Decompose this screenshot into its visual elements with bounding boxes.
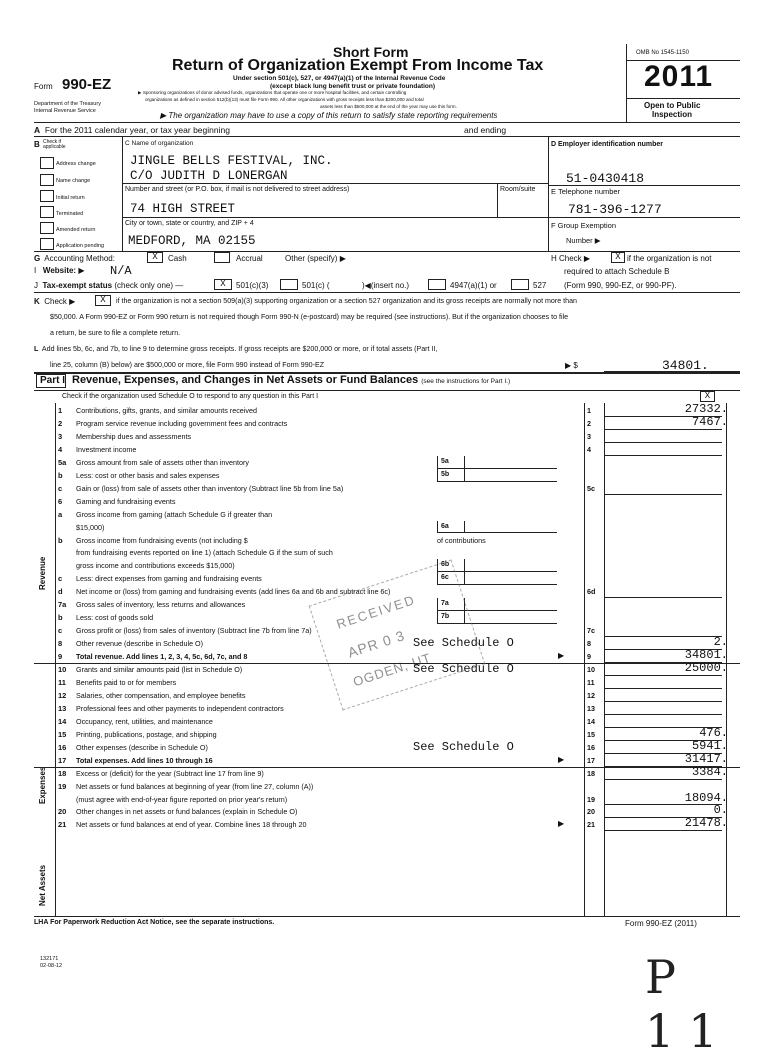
line-description: Salaries, other compensation, and employee benefits [76, 690, 246, 700]
amount-field[interactable] [604, 546, 722, 559]
section-l-line-2: line 25, column (B) below) are $500,000 or more, file Form 990 instead of Form 990-EZ [50, 361, 325, 369]
total-arrow-icon: ▶ [558, 651, 565, 661]
line-description: Gross sales of inventory, less returns and allowances [76, 600, 246, 610]
amount-line-number: 3 [587, 431, 591, 441]
form-title-short: Short Form [333, 44, 409, 60]
form-subtitle-2: (except black lung benefit trust or private foundation) [270, 83, 436, 90]
sub-line-label: 5b [441, 470, 450, 478]
sub-line-label: 7b [441, 613, 450, 621]
section-k-check: K Check ▶ [34, 297, 76, 306]
table-row [34, 702, 740, 715]
amount-line-number: 21 [587, 820, 595, 830]
table-row [34, 559, 740, 572]
section-j-letter: J [34, 281, 38, 290]
amount-line-number: 15 [587, 729, 595, 739]
amount-line-number: 18 [587, 768, 595, 778]
line-description: Membership dues and assessments [76, 431, 192, 441]
amount-field[interactable] [604, 456, 722, 469]
amount-line-number: 6d [587, 587, 596, 597]
revenue-side-label: Revenue [38, 556, 47, 590]
gross-receipts-dollar: ▶ $ [565, 361, 578, 370]
table-row [34, 725, 740, 741]
amount-value: 27332. [684, 402, 728, 416]
amount-field[interactable] [604, 508, 722, 521]
line-description: Benefits paid to or for members [76, 677, 177, 687]
amount-field[interactable] [604, 661, 728, 676]
line-description: Grants and similar amounts paid (list in Schedule O) [76, 665, 243, 674]
header-divider [626, 44, 627, 122]
line-number: c [58, 626, 63, 636]
amount-value: 21478. [684, 816, 728, 831]
cash-label: Cash [168, 254, 187, 263]
amount-field[interactable] [604, 495, 722, 508]
table-row [34, 805, 740, 818]
amended-return-checkbox[interactable] [40, 222, 54, 234]
tax-exempt-status [34, 281, 183, 290]
total-arrow-icon: ▶ [558, 819, 565, 829]
amount-value: 7467. [691, 414, 728, 429]
line-number: 16 [58, 742, 67, 752]
cash-checkbox[interactable]: X [147, 252, 163, 263]
and-ending-label: and ending [464, 125, 507, 135]
name-change-checkbox[interactable] [40, 174, 54, 186]
line-description: from fundraising events reported on line 1) (attach Schedule G if the sum of such [76, 548, 333, 558]
section-a-text: For the 2011 calendar year, or tax year beginning [44, 125, 230, 135]
application-pending-checkbox[interactable] [40, 238, 54, 250]
section-a [34, 125, 230, 135]
sponsor-note-2: organizations as defined in section 512(b)(13) must file Form 990. All other organizations with gross receipts less than $200,000 and total [145, 97, 424, 102]
amount-field[interactable] [604, 624, 722, 637]
amount-field[interactable] [604, 598, 722, 611]
accounting-method-label: Accounting Method: [44, 254, 115, 263]
line-number: 21 [58, 820, 67, 830]
sub-line-label: 7a [441, 600, 449, 608]
gross-receipts-amount: 34801. [662, 358, 709, 373]
sub-line-box[interactable] [437, 469, 557, 482]
line-description: Less: direct expenses from gaming and fundraising events [76, 574, 262, 584]
street-city-rule [122, 217, 548, 218]
section-l-letter: L [34, 345, 39, 353]
sub-line-label: 5a [441, 457, 449, 465]
stamp-received: RECEIVED [334, 591, 418, 632]
handwritten-page-note: P 11 [645, 950, 732, 1058]
part-1-title-text: Revenue, Expenses, and Changes in Net Assets or Fund Balances [72, 374, 419, 386]
address-change-label: Address change [56, 161, 96, 167]
amount-line-number: 19 [587, 794, 595, 804]
amount-line-number: 20 [587, 807, 595, 817]
amount-value: 3384. [691, 764, 728, 779]
amount-field[interactable] [604, 469, 722, 482]
amount-line-number: 9 [587, 652, 591, 662]
status-527-checkbox[interactable] [511, 279, 529, 290]
amount-line-number: 5c [587, 483, 595, 493]
section-k-line-2: $50,000. A Form 990-EZ or Form 990 return is not required though Form 990-N (e-postcard) may be required (see instructions). But if the organization chooses to file [50, 313, 569, 321]
section-k-checkbox[interactable]: X [95, 295, 111, 306]
table-row [34, 790, 740, 806]
schedule-o-check-line: Check if the organization used Schedule O to respond to any question in this Part I [62, 393, 319, 400]
section-k-line-1: if the organization is not a section 509(a)(3) supporting organization or a section 527 organization and its gross receipts are normally not more than [116, 297, 577, 305]
form-subtitle-1: Under section 501(c), 527, or 4947(a)(1) of the Internal Revenue Code [233, 75, 446, 82]
org-name-line-1: JINGLE BELLS FESTIVAL, INC. [130, 154, 333, 168]
sponsor-note-1: ▶ Sponsoring organizations of donor advised funds, organizations that operate one or more hospital facilities, and certain controlling [138, 90, 407, 95]
copy-note: ▶ The organization may have to use a copy of this return to satisfy state reporting requirements [160, 111, 498, 120]
other-method-label: Other (specify) [285, 254, 338, 263]
tax-exempt-label: Tax-exempt status [42, 281, 113, 290]
status-501c-label: 501(c) ( [302, 281, 330, 290]
line-number: 1 [58, 406, 63, 415]
section-c-bottom-rule [34, 251, 740, 252]
street-address: 74 HIGH STREET [130, 202, 236, 216]
section-l-line-1 [34, 345, 437, 353]
line-description: Gross income from fundraising events (not including $ [76, 535, 248, 545]
phone-label: E Telephone number [551, 187, 621, 196]
footer-rule [34, 916, 740, 917]
status-501c3-checkbox[interactable]: X [214, 279, 232, 290]
table-row [34, 482, 740, 495]
amount-field[interactable] [604, 521, 722, 534]
line-number: b [58, 613, 63, 623]
line-description: Net income or (loss) from gaming and fundraising events (add lines 6a and 6b and subtract line 6c) [76, 587, 391, 597]
website-row: I Website: ▶ [34, 266, 85, 275]
line-number: a [58, 509, 63, 519]
ein-label: D Employer identification number [551, 141, 664, 148]
line-number: 7a [58, 600, 67, 610]
section-k-check-label: Check [44, 297, 67, 306]
line-description: Less: cost of goods sold [76, 613, 154, 623]
website-value: N/A [110, 264, 132, 278]
schedule-b-checkbox[interactable]: X [611, 252, 625, 263]
schedule-b-check: H Check ▶ [551, 254, 591, 263]
table-row [34, 738, 740, 754]
paperwork-notice: LHA For Paperwork Reduction Act Notice, see the separate instructions. [34, 919, 275, 926]
sub-line-box[interactable] [437, 521, 557, 534]
amount-field[interactable] [604, 414, 728, 430]
table-row [34, 751, 740, 767]
table-row [34, 780, 740, 793]
table-row [34, 443, 740, 456]
status-4947-checkbox[interactable] [428, 279, 446, 290]
section-a-letter: A [34, 125, 41, 135]
sub-line-divider [464, 572, 465, 585]
amount-value: 18094. [684, 790, 728, 805]
amount-field[interactable] [604, 764, 728, 780]
amount-line-number: 13 [587, 703, 595, 713]
line-description: Total revenue. Add lines 1, 2, 3, 4, 5c, 6d, 7c, and 8 [76, 652, 248, 662]
line-description: Net assets or fund balances at beginning of year (from line 27, column (A)) [76, 781, 314, 791]
line-number: 18 [58, 768, 67, 778]
tax-exempt-hint: (check only one) — [114, 281, 184, 290]
sponsor-note-3: assets less than $500,000 at the end of the year may use this form. [320, 104, 457, 109]
terminated-checkbox[interactable] [40, 206, 54, 218]
part-1-title [72, 374, 510, 386]
phone-value: 781-396-1277 [568, 202, 662, 217]
amount-field[interactable] [604, 443, 722, 456]
sub-line-label: 6c [441, 574, 449, 582]
line-description: Professional fees and other payments to independent contractors [76, 703, 284, 713]
line-description: Contributions, gifts, grants, and similar amounts received [76, 406, 257, 415]
line-description-suffix: of contributions [437, 535, 486, 545]
year-rule [626, 98, 740, 99]
amount-field[interactable] [604, 559, 722, 572]
total-arrow-icon: ▶ [558, 754, 565, 764]
amount-line-number: 7c [587, 626, 595, 636]
table-row [34, 456, 740, 469]
ein-rule [548, 185, 740, 186]
sub-line-label: 6b [441, 561, 450, 569]
group-exemption-label: F Group Exemption [551, 221, 617, 230]
line-number: b [58, 535, 63, 545]
sub-line-divider [464, 469, 465, 482]
header-bottom-rule [34, 122, 740, 123]
line-description: Investment income [76, 444, 137, 454]
line-description: Gross profit or (loss) from sales of inventory (Subtract line 7b from line 7a) [76, 626, 312, 636]
city-label: City or town, state or country, and ZIP + 4 [125, 220, 254, 227]
amount-line-number: 2 [587, 418, 591, 428]
form-code-2: 02-08-12 [40, 963, 63, 969]
table-row [34, 414, 740, 430]
table-row [34, 715, 740, 728]
line-description: gross income and contributions exceeds $15,000) [76, 561, 235, 571]
form-reference: Form 990-EZ (2011) [625, 919, 697, 928]
room-divider [497, 183, 498, 217]
line-description: Gain or (loss) from sale of assets other than inventory (Subtract line 5b from line 5a) [76, 483, 344, 493]
irs-label: Internal Revenue Service [34, 108, 96, 114]
initial-return-checkbox[interactable] [40, 190, 54, 202]
schedule-b-check-label: H Check [551, 254, 582, 263]
section-g-letter: G [34, 254, 41, 263]
street-label: Number and street (or P.O. box, if mail is not delivered to street address) [125, 186, 350, 193]
line-description: Gross income from gaming (attach Schedule G if greater than [76, 509, 273, 519]
initial-return-label: Initial return [56, 195, 85, 201]
line-number: c [58, 483, 63, 493]
amount-field[interactable] [604, 430, 722, 443]
org-name-label: C Name of organization [125, 140, 194, 147]
amount-line-number: 17 [587, 755, 595, 765]
table-row [34, 495, 740, 508]
status-501c3-label: 501(c)(3) [236, 281, 269, 290]
status-4947-label: 4947(a)(1) or [450, 281, 497, 290]
dollar-sign: $ [573, 361, 578, 370]
form-name: 990-EZ [62, 76, 112, 93]
address-change-checkbox[interactable] [40, 157, 54, 169]
open-to-public: Open to Public [644, 101, 701, 110]
amount-line-number: 11 [587, 677, 595, 687]
group-number-text: Number [566, 236, 593, 245]
part-1-title-note: (see the instructions for Part I.) [421, 378, 511, 385]
amount-line-number: 12 [587, 690, 595, 700]
line-number: 20 [58, 807, 67, 817]
line-description: Gross amount from sale of assets other than inventory [76, 457, 249, 467]
line-number: 9 [58, 652, 63, 662]
amount-field[interactable] [604, 702, 722, 715]
omb-number: OMB No 1545-1150 [636, 50, 689, 56]
website-label: Website: [42, 266, 77, 275]
line-description: Other changes in net assets or fund balances (explain in Schedule O) [76, 807, 298, 817]
amount-value: 31417. [684, 751, 728, 766]
form-prefix: Form [34, 82, 53, 91]
c-d-divider [548, 136, 549, 251]
amount-line-number: 8 [587, 639, 591, 649]
amount-line-number: 10 [587, 665, 595, 674]
other-method: Other (specify) ▶ [285, 254, 346, 263]
room-suite-label: Room/suite [500, 186, 536, 193]
line-number: d [58, 587, 63, 597]
application-pending-label: Application pending [56, 243, 105, 249]
form-title: Return of Organization Exempt From Income Tax [172, 57, 544, 74]
see-schedule-o: See Schedule O [413, 662, 514, 676]
line-description: Printing, publications, postage, and shipping [76, 729, 217, 739]
schedule-b-line-2: required to attach Schedule B [564, 267, 670, 276]
net-assets-side-label: Net Assets [38, 864, 47, 906]
line-number: c [58, 574, 63, 584]
line-number: 5a [58, 457, 67, 467]
amount-field[interactable] [604, 572, 722, 585]
group-number-label: Number ▶ [566, 236, 601, 245]
line-description: Occupancy, rent, utilities, and maintenance [76, 716, 213, 726]
line-number: 3 [58, 431, 63, 441]
line-number: b [58, 470, 63, 480]
amount-field[interactable] [604, 611, 722, 624]
line-description: (must agree with end-of-year figure reported on prior year's return) [76, 794, 288, 804]
section-a-rule [34, 136, 740, 137]
schedule-b-line-3: (Form 990, 990-EZ, or 990-PF). [564, 281, 677, 290]
stamp-date: APR 0 3 [345, 627, 407, 661]
amount-line-number: 1 [587, 406, 591, 415]
section-l-text-1: Add lines 5b, 6c, and 7b, to line 9 to determine gross receipts. If gross receipts are $200,000 or more, or if total assets (Part II, [41, 345, 438, 353]
amount-field[interactable] [604, 585, 722, 598]
line-description: Gaming and fundraising events [76, 496, 176, 506]
section-k-line-3: a return, be sure to file a complete return. [50, 329, 181, 337]
line-description: Net assets or fund balances at end of year. Combine lines 18 through 20 [76, 820, 307, 830]
table-row [34, 404, 740, 417]
line-description: $15,000) [76, 522, 105, 532]
section-j-rule [34, 292, 740, 293]
part-1-label: Part I [36, 374, 66, 388]
line-description: Excess or (deficit) for the year (Subtract line 17 from line 9) [76, 768, 264, 778]
org-name-line-2: C/O JUDITH D LONERGAN [130, 169, 288, 183]
terminated-label: Terminated [56, 211, 84, 217]
line-number: 13 [58, 703, 67, 713]
line-description: Other revenue (describe in Schedule O) [76, 639, 204, 649]
amount-value: 476. [699, 725, 728, 740]
b-c-divider [122, 136, 123, 251]
table-row [34, 430, 740, 443]
amount-value: 5941. [691, 738, 728, 753]
line-description: Total expenses. Add lines 10 through 16 [76, 755, 213, 765]
amount-field[interactable] [604, 689, 722, 702]
part-1-title-rule [34, 390, 740, 391]
table-row [34, 764, 740, 780]
status-501c-close-paren: ) [362, 281, 365, 290]
amount-line-number: 4 [587, 444, 591, 454]
amount-value: 0. [713, 803, 728, 818]
phone-rule [548, 217, 740, 218]
line-number: 12 [58, 690, 67, 700]
name-change-label: Name change [56, 178, 91, 184]
section-b-letter: B [34, 140, 40, 149]
amount-field[interactable] [604, 482, 722, 495]
line-description: Less: cost or other basis and sales expenses [76, 470, 220, 480]
copy-note-text: The organization may have to use a copy of this return to satisfy state reporting requirements [168, 111, 498, 120]
sponsor-text-1: Sponsoring organizations of donor advised funds, organizations that operate one or more hospital facilities, and certain controlling [142, 90, 407, 95]
sub-line-divider [464, 559, 465, 572]
schedule-b-line-1: if the organization is not [627, 254, 712, 263]
sub-line-label: 6a [441, 522, 449, 530]
section-k-letter: K [34, 297, 40, 306]
line-number: 19 [58, 781, 67, 791]
section-i-letter: I [34, 266, 37, 275]
table-row [34, 546, 740, 559]
tax-year: 2011 [644, 60, 714, 93]
line-number: 4 [58, 444, 63, 454]
sub-line-divider [464, 521, 465, 534]
insert-no-label: (insert no.) [370, 281, 410, 290]
line-number: 8 [58, 639, 63, 649]
sub-line-box[interactable] [437, 456, 557, 469]
accounting-method [34, 254, 115, 263]
name-street-rule [122, 183, 548, 184]
table-row [34, 508, 740, 521]
line-number: 11 [58, 677, 66, 687]
table-row [34, 521, 740, 534]
amount-field[interactable] [604, 534, 722, 547]
amount-value: 25000. [684, 661, 728, 675]
department-label: Department of the Treasury [34, 101, 101, 107]
accrual-label: Accrual [236, 254, 263, 263]
amended-return-label: Amended return [56, 227, 96, 233]
see-schedule-o: See Schedule O [413, 636, 514, 651]
amount-value: 2. [713, 635, 728, 650]
schedule-o-checkbox[interactable]: X [700, 391, 715, 402]
check-if-applicable: Check if applicable [43, 139, 66, 150]
amount-value: 34801. [684, 648, 728, 663]
line-number: 14 [58, 716, 67, 726]
see-schedule-o: See Schedule O [413, 739, 514, 754]
line-description: Other expenses (describe in Schedule O) [76, 742, 208, 752]
sub-line-divider [464, 456, 465, 469]
status-527-label: 527 [533, 281, 547, 290]
line-number: 15 [58, 729, 67, 739]
ein-value: 51-0430418 [566, 171, 645, 186]
form-code-1: 132171 [40, 956, 59, 962]
inspection-label: Inspection [652, 110, 693, 119]
status-501c-checkbox[interactable] [280, 279, 298, 290]
amount-field[interactable] [604, 676, 722, 689]
status-501c-close: )◀(insert no.) [362, 281, 410, 290]
amount-line-number: 16 [587, 742, 595, 752]
stamp-city: OGDEN, UT [351, 650, 434, 690]
table-row [34, 818, 740, 831]
table-row [34, 534, 740, 547]
line-number: 6 [58, 496, 63, 506]
expenses-side-label: Expenses [38, 766, 47, 804]
line-description: Program service revenue including government fees and contracts [76, 418, 288, 428]
accrual-checkbox[interactable] [214, 252, 230, 263]
amount-line-number: 14 [587, 716, 595, 726]
table-row [34, 469, 740, 482]
amount-field[interactable] [604, 816, 728, 831]
line-number: 10 [58, 665, 67, 674]
amount-field[interactable] [604, 790, 728, 806]
city-state-zip: MEDFORD, MA 02155 [128, 234, 256, 248]
line-number: 17 [58, 755, 67, 765]
line-number: 2 [58, 418, 63, 428]
